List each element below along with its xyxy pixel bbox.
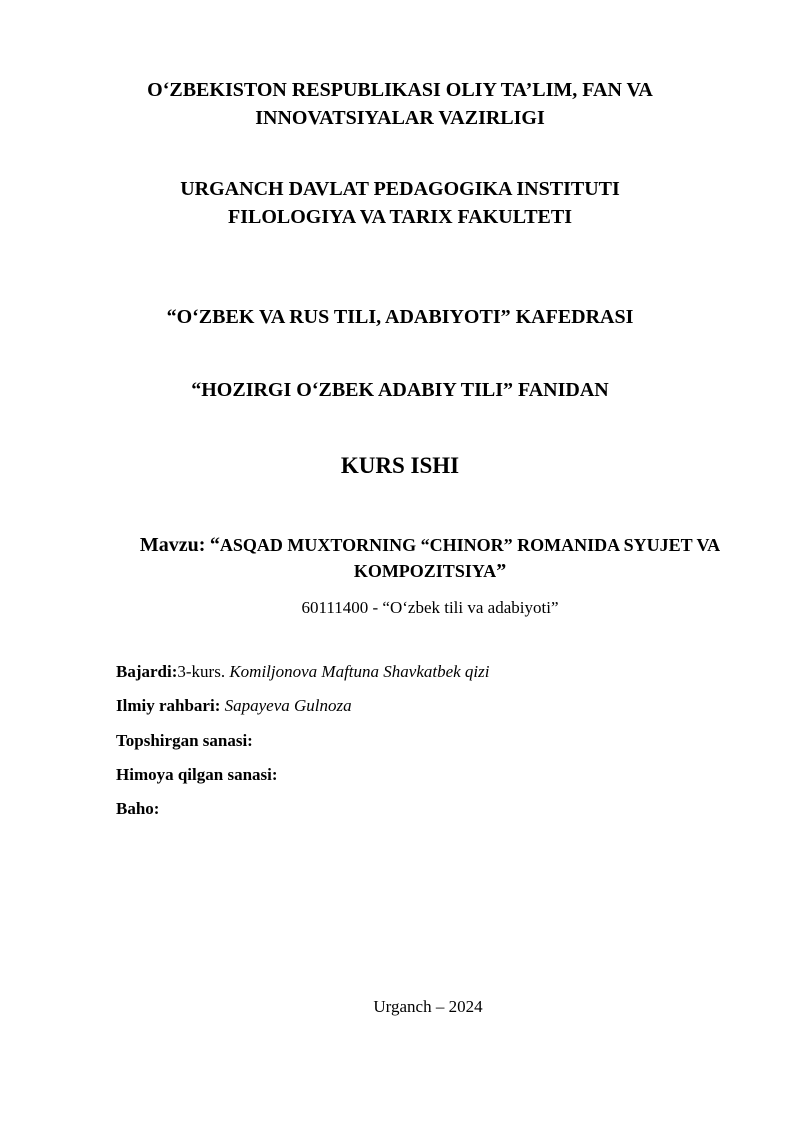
grade-row: [116, 798, 159, 820]
supervisor-label: Ilmiy rahbari:: [116, 696, 225, 715]
defense-date-label: Himoya qilgan sanasi:: [116, 765, 278, 784]
subject-heading: “HOZIRGI O‘ZBEK ADABIY TILI” FANIDAN: [191, 379, 609, 401]
kafedra-heading: “O‘ZBEK VA RUS TILI, ADABIYOTI” KAFEDRASI: [166, 306, 634, 328]
institute-heading: [0, 175, 800, 231]
institute-line-1: URGANCH DAVLAT PEDAGOGIKA INSTITUTI: [180, 178, 620, 200]
ministry-heading: [0, 76, 800, 132]
defense-date-row: [116, 764, 278, 786]
submission-date-label: Topshirgan sanasi:: [116, 731, 253, 750]
performer-name: Komiljonova Maftuna Shavkatbek qizi: [229, 662, 490, 681]
supervisor-name: Sapayeva Gulnoza: [224, 696, 352, 715]
ministry-line-2: INNOVATSIYALAR VAZIRLIGI: [255, 107, 545, 129]
document-type-title: KURS ISHI: [340, 453, 460, 478]
specialty-code: 60111400 - “O‘zbek tili va adabiyoti”: [301, 598, 559, 617]
topic-block: [110, 532, 750, 584]
topic-label: Mavzu:: [139, 534, 206, 556]
topic-title-line-1: ASQAD MUXTORNING “CHINOR” ROMANIDA SYUJET VA: [219, 535, 721, 555]
place-year: Urganch – 2024: [373, 997, 483, 1016]
performer-label: Bajardi:: [116, 662, 178, 681]
institute-line-2: FILOLOGIYA VA TARIX FAKULTETI: [227, 206, 572, 228]
topic-line-2: [110, 558, 750, 584]
submission-date-row: [116, 730, 253, 752]
topic-close-quote: ”: [496, 560, 507, 582]
performer-row: [116, 661, 490, 683]
topic-line-1: [110, 532, 750, 558]
supervisor-row: [116, 695, 352, 717]
performer-course: 3-kurs.: [177, 662, 230, 681]
grade-label: Baho:: [116, 799, 160, 818]
topic-open-quote: “: [209, 534, 220, 556]
topic-title-line-2: KOMPOZITSIYA: [353, 561, 497, 581]
ministry-line-1: O‘ZBEKISTON RESPUBLIKASI OLIY TA’LIM, FAN VA: [147, 79, 653, 101]
